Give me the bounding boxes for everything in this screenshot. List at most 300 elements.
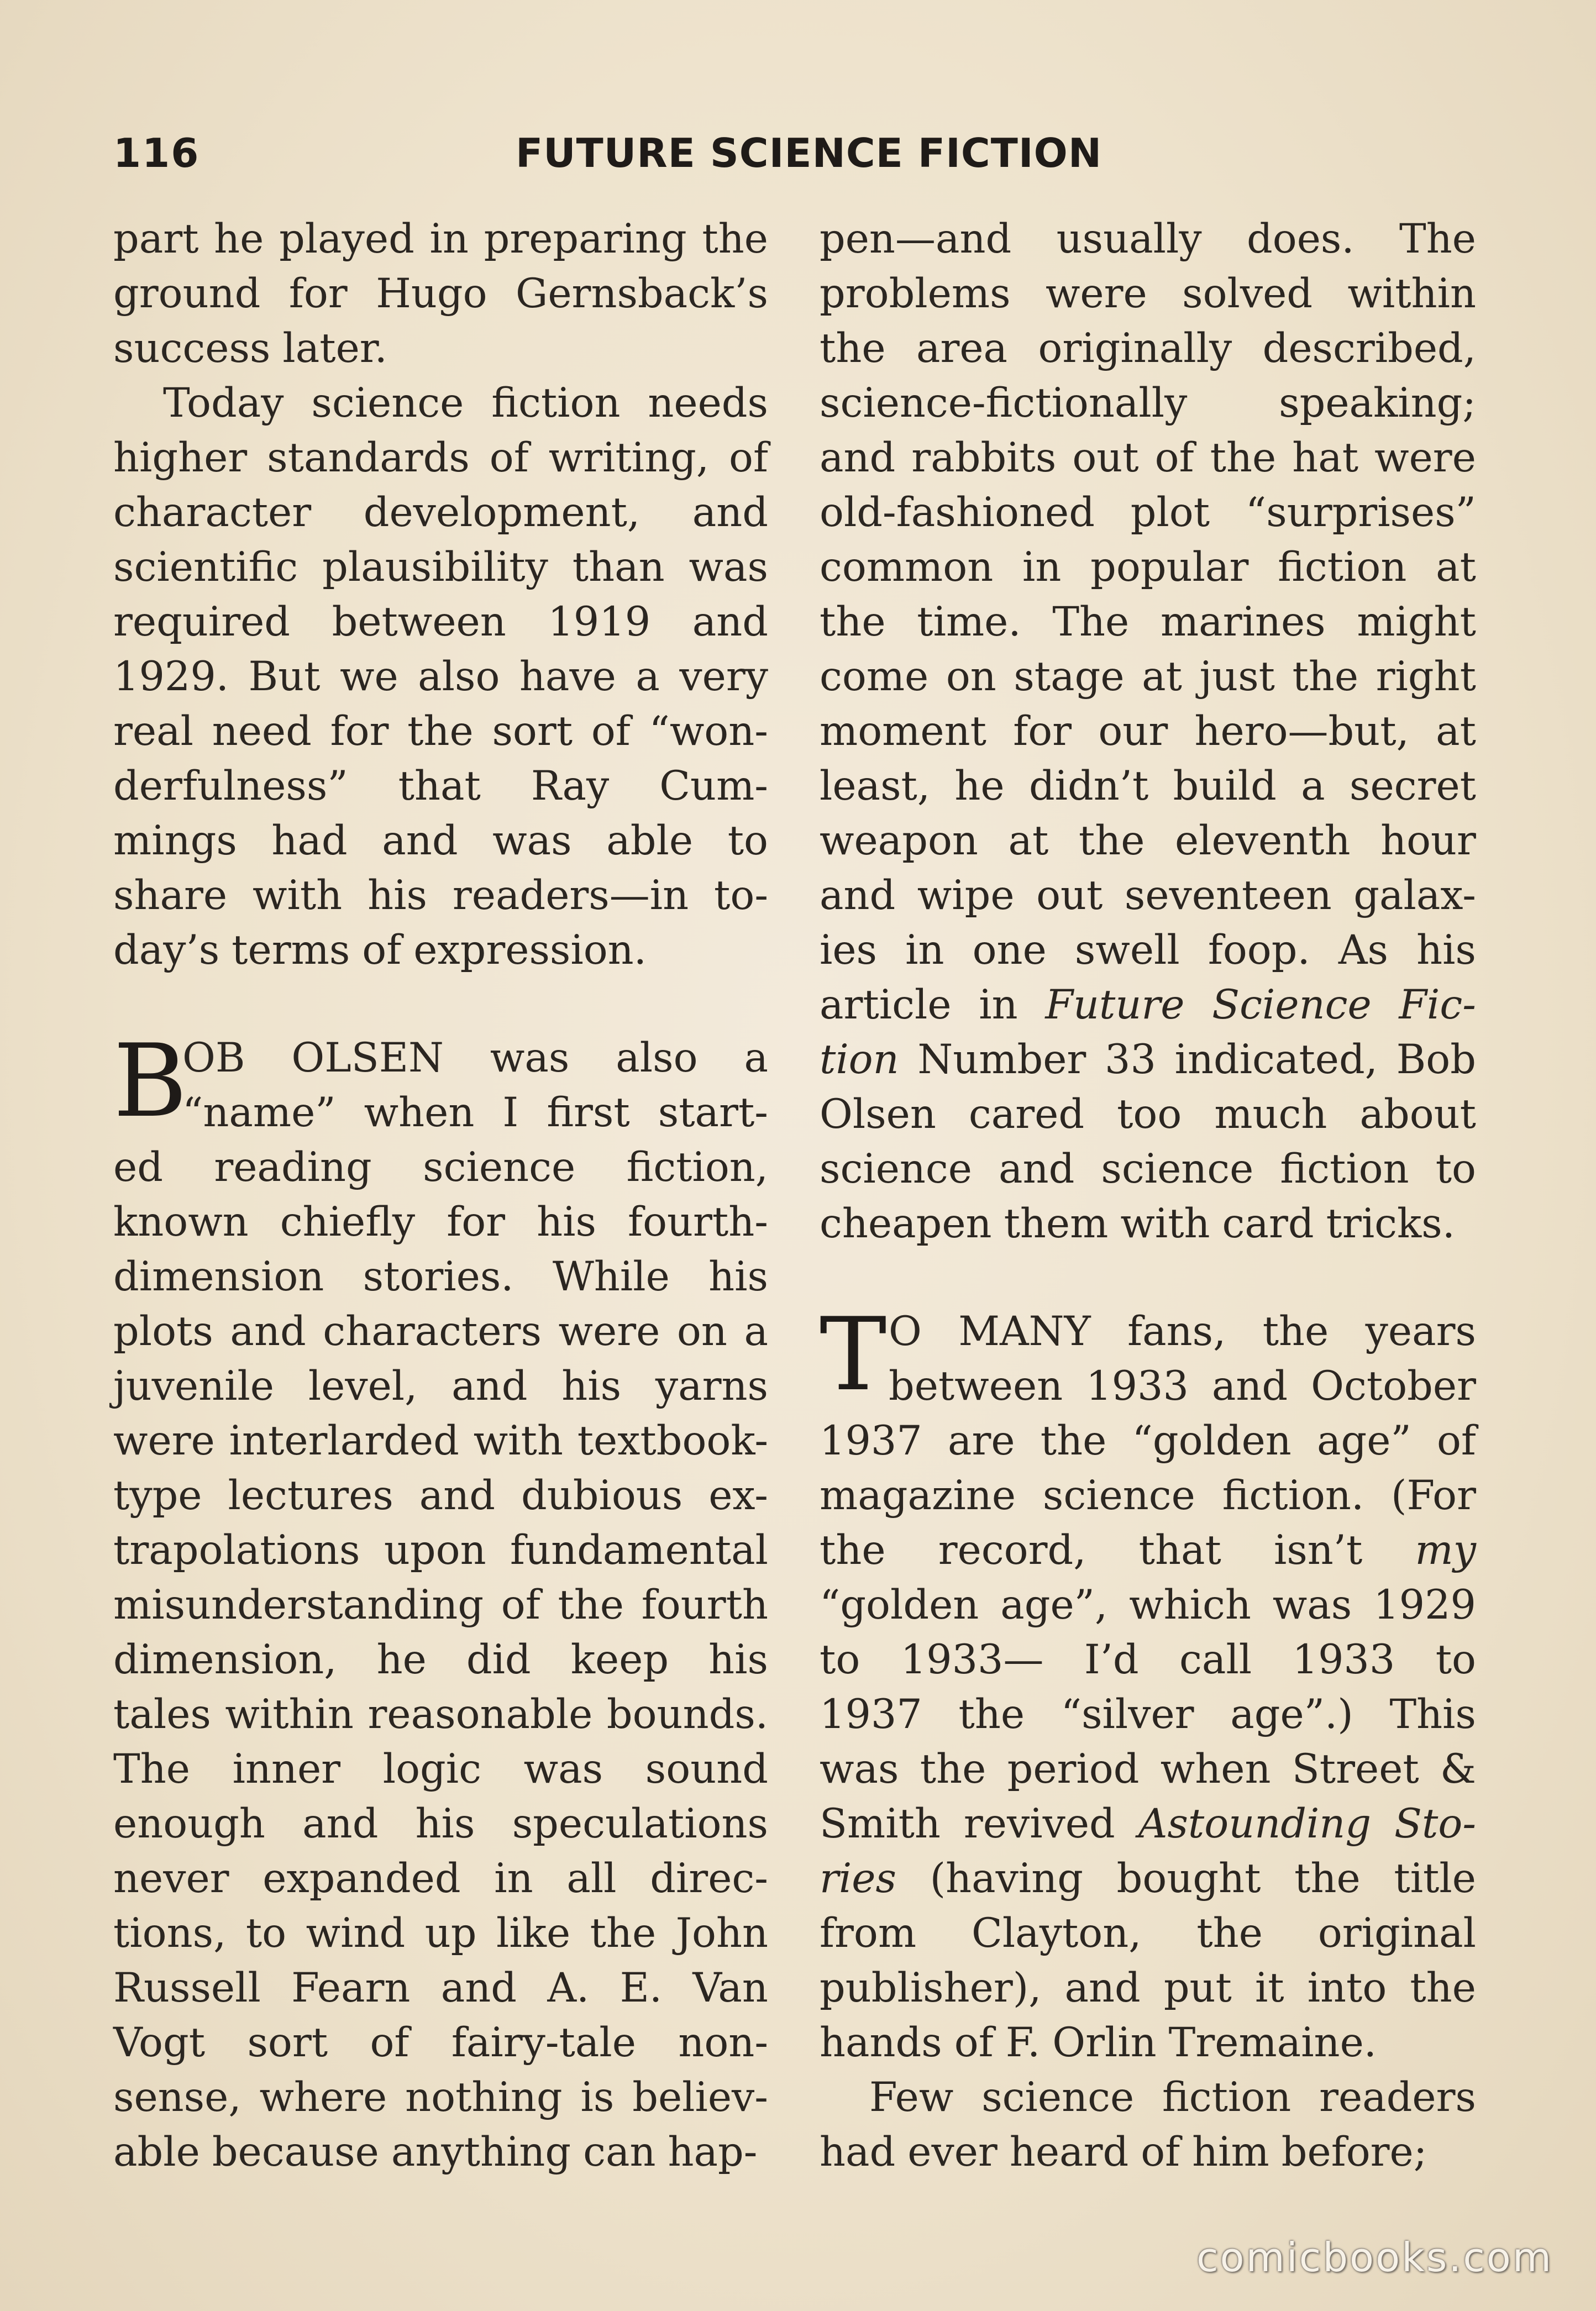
paragraph [820, 1296, 1476, 2070]
word: dimension, [113, 1636, 337, 1683]
word: 1929 [1373, 1582, 1476, 1629]
word: article [820, 981, 952, 1028]
word: and [419, 1472, 496, 1519]
word: need [212, 708, 312, 755]
word: 1919 [548, 598, 651, 645]
word: Sto- [1394, 1800, 1476, 1847]
word: right [1376, 653, 1476, 700]
word: October [1311, 1363, 1476, 1410]
word: dubious [521, 1472, 683, 1519]
word: record, [938, 1527, 1086, 1574]
word: tion [820, 1036, 899, 1083]
word: part [113, 216, 199, 262]
word: call [1179, 1636, 1252, 1683]
word: OLSEN [291, 1034, 444, 1081]
word: Gernsback’s [516, 270, 768, 317]
word: put [1163, 1965, 1232, 2011]
section-break [820, 1251, 1476, 1304]
word: hour [1380, 817, 1476, 864]
text-line [820, 813, 1476, 868]
word: trapolations [113, 1527, 360, 1574]
word: moment [820, 708, 986, 755]
section-break [113, 978, 768, 1031]
text-line [820, 212, 1476, 266]
word: bought [1116, 1855, 1261, 1902]
word: of [362, 927, 402, 974]
word: magazine [820, 1472, 1016, 1519]
word: problems [820, 270, 1011, 317]
word: them [1004, 1200, 1109, 1247]
word: might [1357, 598, 1476, 645]
word: swell [1074, 927, 1180, 974]
word: misunderstanding [113, 1582, 484, 1629]
text-line [820, 321, 1476, 376]
word: the [1196, 1910, 1263, 1957]
word: within [1347, 270, 1476, 317]
word: with [253, 872, 343, 919]
right-column [820, 212, 1476, 2179]
text-line [113, 1523, 768, 1578]
text-line [113, 1578, 768, 1632]
word: build [1173, 763, 1277, 810]
word: isn’t [1273, 1527, 1363, 1574]
word: out [1036, 872, 1103, 919]
word: F. [1005, 2019, 1041, 2066]
text-line [113, 1797, 768, 1851]
word: from [820, 1910, 917, 1957]
word: on [946, 653, 996, 700]
word: of [1141, 2129, 1180, 2176]
word: of [1436, 1417, 1476, 1464]
word: his [708, 1253, 768, 1300]
word: hero—but, [1194, 708, 1409, 755]
word: the [1292, 653, 1359, 700]
word: “golden [1132, 1417, 1292, 1464]
word: interlarded [229, 1417, 459, 1464]
word: between [332, 598, 506, 645]
word: Orlin [1052, 2019, 1157, 2066]
word: Fearn [291, 1965, 411, 2011]
word: marines [1160, 598, 1326, 645]
paragraph [820, 212, 1476, 1251]
word: preparing [484, 216, 687, 262]
word: of [591, 708, 631, 755]
word: in [429, 216, 469, 262]
word: period [1007, 1746, 1140, 1793]
text-line [113, 1085, 768, 1140]
word: Olsen [820, 1091, 936, 1138]
word: does. [1247, 216, 1355, 262]
text-line [113, 1140, 768, 1195]
word: secret [1350, 763, 1476, 810]
word: first [547, 1089, 630, 1136]
word: While [552, 1253, 670, 1300]
word: and [440, 1965, 517, 2011]
word: plausibility [322, 544, 548, 591]
text-line [113, 1359, 768, 1414]
word: was [820, 1746, 899, 1793]
word: nothing [405, 2074, 563, 2121]
word: fans, [1127, 1308, 1226, 1355]
word: like [496, 1910, 571, 1957]
word: required [113, 598, 291, 645]
word: (For [1391, 1472, 1476, 1519]
word: the [702, 216, 768, 262]
paragraph [820, 2070, 1476, 2179]
text-line [113, 1249, 768, 1304]
word: of [370, 2019, 410, 2066]
text-line [113, 1961, 768, 2015]
word: time. [917, 598, 1021, 645]
word: able [113, 2129, 200, 2176]
word: the [1210, 434, 1277, 481]
word: didn’t [1028, 763, 1149, 810]
word: Hugo [376, 270, 487, 317]
word: The [1399, 216, 1476, 262]
word: derfulness” [113, 763, 348, 810]
word: to [1435, 1146, 1476, 1193]
word: his [561, 1363, 622, 1410]
word: “surprises” [1245, 489, 1476, 536]
word: galax- [1353, 872, 1476, 919]
word: able [606, 817, 694, 864]
word: the [1262, 1308, 1329, 1355]
word: Russell [113, 1965, 261, 2011]
word: upon [384, 1527, 486, 1574]
word: solved [1182, 270, 1313, 317]
word: speculations [512, 1800, 768, 1847]
word: 1937 [820, 1691, 922, 1738]
word: The [1052, 598, 1130, 645]
word: of [729, 434, 768, 481]
word: lectures [228, 1472, 393, 1519]
text-line [820, 1304, 1476, 1359]
word: The [113, 1746, 190, 1793]
word: writing, [548, 434, 710, 481]
word: heard [1009, 2129, 1129, 2176]
word: development, [363, 489, 641, 536]
word: sort [492, 708, 573, 755]
word: was [492, 817, 572, 864]
word: fairy-tale [451, 2019, 636, 2066]
word: (having [930, 1855, 1083, 1902]
word: all [566, 1855, 617, 1902]
word: was [490, 1034, 570, 1081]
word: This [1389, 1691, 1476, 1738]
word: old-fashioned [820, 489, 1095, 536]
word: did [466, 1636, 531, 1683]
word: years [1365, 1308, 1476, 1355]
word: where [259, 2074, 387, 2121]
word: success [113, 325, 271, 372]
word: the [820, 1527, 886, 1574]
word: sense, [113, 2074, 242, 2121]
text-line [113, 649, 768, 704]
text-line [820, 485, 1476, 540]
word: of [489, 434, 529, 481]
word: into [1307, 1965, 1387, 2011]
word: a [636, 653, 660, 700]
watermark: comicbooks.com [1196, 2234, 1553, 2281]
word: age”.) [1230, 1691, 1353, 1738]
word: Science [1212, 981, 1372, 1028]
word: chiefly [280, 1199, 416, 1246]
word: share [113, 872, 228, 919]
word: Bob [1396, 1036, 1476, 1083]
word: terms [232, 927, 350, 974]
word: and [820, 872, 896, 919]
text-line [113, 321, 768, 376]
word: because [212, 2129, 379, 2176]
word: at [1142, 653, 1182, 700]
word: age”, [1000, 1582, 1108, 1629]
word: his [1416, 927, 1476, 974]
word: played [279, 216, 414, 262]
text-line [820, 1961, 1476, 2015]
word: keep [570, 1636, 669, 1683]
word: inner [232, 1746, 341, 1793]
word: a [1301, 763, 1325, 810]
word: to [1435, 1636, 1476, 1683]
word: the [1410, 1965, 1476, 2011]
word: science [981, 2074, 1135, 2121]
word: Ray [531, 763, 610, 810]
word: original [1317, 1910, 1476, 1957]
word: weapon [820, 817, 978, 864]
word: also [418, 653, 500, 700]
word: usually [1056, 216, 1202, 262]
word: come [820, 653, 929, 700]
word: ies [820, 927, 878, 974]
word: the [920, 1746, 986, 1793]
word: a [744, 1308, 768, 1355]
word: too [1117, 1091, 1182, 1138]
word: to [727, 817, 768, 864]
word: hat [1292, 434, 1359, 481]
text-line [113, 1851, 768, 1906]
text-line [820, 1196, 1476, 1251]
word: very [679, 653, 768, 700]
text-line [113, 1031, 768, 1085]
word: Street [1292, 1746, 1419, 1793]
word: seventeen [1124, 872, 1332, 919]
word: that [398, 763, 481, 810]
word: Few [869, 2074, 954, 2121]
text-line [820, 1032, 1476, 1087]
word: But [248, 653, 321, 700]
word: and [999, 1146, 1075, 1193]
word: wipe [917, 872, 1015, 919]
word: within [225, 1691, 354, 1738]
word: were [1374, 434, 1476, 481]
word: and [692, 489, 768, 536]
text-line [820, 1414, 1476, 1468]
word: with [473, 1417, 563, 1464]
word: science [423, 1144, 576, 1191]
text-line [113, 1906, 768, 1961]
word: fourth [641, 1582, 768, 1629]
word: the [407, 708, 474, 755]
word: had [820, 2129, 896, 2176]
word: 1937 [820, 1417, 922, 1464]
word: for [330, 708, 389, 755]
word: day’s [113, 927, 220, 974]
word: his [368, 872, 427, 919]
word: Today [163, 380, 284, 427]
word: Smith [820, 1800, 941, 1847]
word: rabbits [911, 434, 1057, 481]
text-line [820, 923, 1476, 978]
word: Tremaine. [1168, 2019, 1377, 2066]
word: also [616, 1034, 698, 1081]
word: of [1154, 434, 1194, 481]
word: 33 [1105, 1036, 1156, 1083]
text-line [820, 1906, 1476, 1961]
drop-cap: B [113, 1022, 187, 1139]
word: “name” [182, 1089, 336, 1136]
text-line [113, 2070, 768, 2125]
word: and [230, 1308, 306, 1355]
word: readers—in [452, 872, 689, 919]
word: was [689, 544, 768, 591]
word: stories. [363, 1253, 514, 1300]
word: 1933— [900, 1636, 1044, 1683]
word: O [889, 1308, 922, 1355]
word: science [1042, 1472, 1195, 1519]
word: pen—and [820, 216, 1012, 262]
paragraph [113, 1022, 768, 2179]
word: of [954, 2019, 994, 2066]
word: E. [620, 1965, 663, 2011]
word: much [1214, 1091, 1327, 1138]
text-line [820, 266, 1476, 321]
word: before; [1281, 2129, 1427, 2176]
word: the [958, 1691, 1025, 1738]
word: “silver [1060, 1691, 1194, 1738]
text-line [820, 430, 1476, 485]
word: to- [714, 872, 768, 919]
word: and [820, 434, 896, 481]
text-line [113, 212, 768, 266]
word: about [1359, 1091, 1476, 1138]
text-line [820, 540, 1476, 595]
word: level, [308, 1363, 418, 1410]
word: the [820, 325, 886, 372]
word: the [1040, 1417, 1107, 1464]
text-line [820, 376, 1476, 430]
word: cared [968, 1091, 1085, 1138]
word: John [675, 1910, 768, 1957]
text-line [113, 868, 768, 923]
word: in [1022, 544, 1062, 591]
word: Number [917, 1036, 1086, 1083]
word: ed [113, 1144, 163, 1191]
word: needs [648, 380, 768, 427]
word: described, [1262, 325, 1476, 372]
text-line [113, 430, 768, 485]
word: originally [1038, 325, 1232, 372]
word: publisher), [820, 1965, 1042, 2011]
word: his [537, 1199, 596, 1246]
word: my [1415, 1527, 1476, 1574]
word: sort [247, 2019, 328, 2066]
text-line [820, 1142, 1476, 1196]
word: to [245, 1910, 287, 1957]
word: bounds. [606, 1691, 768, 1738]
text-line [820, 2015, 1476, 2070]
word: OB [182, 1034, 245, 1081]
text-line [113, 376, 768, 430]
word: in [494, 1855, 533, 1902]
word: reading [214, 1144, 372, 1191]
text-line [113, 1742, 768, 1797]
word: and [1211, 1363, 1288, 1410]
word: fiction [1162, 2074, 1292, 2121]
word: characters [323, 1308, 542, 1355]
word: the [558, 1582, 624, 1629]
word: juvenile [113, 1363, 275, 1410]
word: ever [907, 2129, 998, 2176]
word: direc- [650, 1855, 768, 1902]
word: up [424, 1910, 477, 1957]
text-line [113, 1468, 768, 1523]
text-line [113, 266, 768, 321]
word: it [1254, 1965, 1284, 2011]
word: he [954, 763, 1005, 810]
word: in [905, 927, 944, 974]
word: were [558, 1308, 660, 1355]
text-line [113, 1632, 768, 1687]
text-line [820, 2070, 1476, 2125]
word: science [1101, 1146, 1254, 1193]
word: 1929. [113, 653, 229, 700]
word: higher [113, 434, 248, 481]
word: fourth- [628, 1199, 768, 1246]
text-line [113, 540, 768, 595]
word: dimension [113, 1253, 324, 1300]
text-line [113, 595, 768, 649]
text-line [113, 1414, 768, 1468]
word: plot [1130, 489, 1210, 536]
word: are [947, 1417, 1015, 1464]
word: “won- [649, 708, 768, 755]
word: to [820, 1636, 860, 1683]
word: fiction [1280, 1146, 1409, 1193]
word: were [113, 1417, 215, 1464]
word: his [415, 1800, 475, 1847]
text-line [113, 2125, 768, 2179]
word: he [376, 1636, 427, 1683]
word: out [1072, 434, 1139, 481]
word: fiction [1278, 544, 1407, 591]
text-line [113, 2015, 768, 2070]
word: the [820, 598, 886, 645]
word: title [1394, 1855, 1476, 1902]
text-line [113, 1195, 768, 1249]
word: readers [1319, 2074, 1476, 2121]
word: foop. [1208, 927, 1310, 974]
word: at [1436, 544, 1476, 591]
word: cheapen [820, 1200, 992, 1247]
text-line [820, 2125, 1476, 2179]
word: non- [678, 2019, 768, 2066]
word: a [744, 1034, 768, 1081]
word: can [583, 2129, 656, 2176]
text-line [820, 704, 1476, 759]
word: tions, [113, 1910, 227, 1957]
text-line [820, 868, 1476, 923]
word: enough [113, 1800, 265, 1847]
